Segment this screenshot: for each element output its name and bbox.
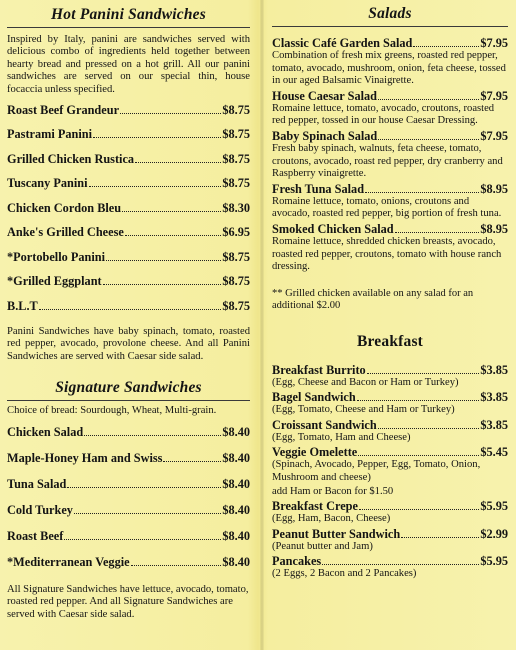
dot-leader	[84, 435, 221, 436]
breakfast-item	[272, 445, 508, 459]
item-price: $2.99	[480, 526, 508, 541]
item-name: Bagel Sandwich	[272, 390, 356, 405]
salad-entry	[272, 89, 508, 128]
panini-item	[7, 98, 250, 123]
item-price: $8.75	[222, 298, 250, 313]
signature-item	[7, 446, 250, 472]
item-description: (Egg, Tomato, Cheese and Ham or Turkey)	[272, 404, 455, 416]
dot-leader	[378, 99, 479, 100]
panini-item	[7, 221, 250, 246]
item-name: Pancakes	[272, 554, 322, 569]
breakfast-title-text: Breakfast	[356, 332, 424, 350]
dot-leader	[131, 565, 222, 566]
breakfast-item	[272, 554, 508, 568]
item-price: $8.75	[222, 102, 250, 117]
item-name: Roast Beef Grandeur	[7, 102, 120, 117]
dot-leader	[413, 46, 479, 47]
item-price: $8.75	[222, 127, 250, 142]
item-price: $8.75	[222, 151, 250, 166]
page-fold	[260, 0, 264, 650]
dot-leader	[322, 564, 479, 565]
item-price: $8.75	[222, 249, 250, 264]
item-price: $7.95	[480, 88, 508, 103]
item-price: $8.40	[222, 477, 250, 492]
dot-leader	[103, 284, 222, 285]
item-name: Chicken Salad	[7, 425, 84, 440]
dot-leader	[74, 513, 221, 514]
breakfast-entry	[272, 418, 508, 445]
dot-leader	[89, 186, 222, 187]
item-extra: add Ham or Bacon for $1.50	[272, 485, 394, 497]
dot-leader	[378, 139, 479, 140]
signature-title-text: Signature Sandwiches	[55, 379, 202, 397]
breakfast-entry	[272, 390, 508, 417]
breakfast-item	[272, 527, 508, 541]
item-name: *Grilled Eggplant	[7, 274, 102, 289]
breakfast-item	[272, 418, 508, 432]
dot-leader	[357, 400, 480, 401]
dot-leader	[395, 232, 480, 233]
item-name: *Portobello Panini	[7, 249, 106, 264]
breakfast-entry	[272, 363, 508, 390]
dot-leader	[378, 428, 480, 429]
panini-item	[7, 147, 250, 172]
item-price: $7.95	[480, 128, 508, 143]
signature-item	[7, 524, 250, 550]
dot-leader	[64, 539, 221, 540]
dot-leader	[106, 260, 221, 261]
item-description: Romaine lettuce, tomato, avocado, croutons, roasted red pepper, tossed in our house Caesar Dressing.	[272, 102, 495, 127]
item-name: Tuscany Panini	[7, 176, 88, 191]
signature-footer: All Signature Sandwiches have lettuce, avocado, tomato, roasted red pepper. And all Signature Sandwiches are served with Caesar side salad.	[7, 583, 249, 620]
item-description: Romaine lettuce, tomato, onions, croutons and avocado, roasted red pepper, big portion of fresh tuna.	[272, 195, 502, 220]
signature-item	[7, 498, 250, 524]
dot-leader	[359, 509, 479, 510]
item-description: (Egg, Cheese and Bacon or Ham or Turkey)	[272, 376, 459, 388]
item-price: $5.95	[480, 554, 508, 569]
item-name: Anke's Grilled Cheese	[7, 225, 124, 240]
salads-note: ** Grilled chicken available on any salad for an additional $2.00	[272, 287, 474, 312]
item-name: Maple-Honey Ham and Swiss	[7, 451, 163, 466]
panini-title-text: Hot Panini Sandwiches	[51, 6, 206, 23]
item-description: (Spinach, Avocado, Pepper, Egg, Tomato, Onion, Mushroom and cheese)	[272, 459, 481, 483]
breakfast-entry	[272, 527, 508, 554]
dot-leader	[39, 309, 222, 310]
breakfast-entry	[272, 499, 508, 526]
item-name: Chicken Cordon Bleu	[7, 200, 122, 215]
salad-entry	[272, 182, 508, 221]
item-price: $6.95	[222, 225, 250, 240]
salad-entry	[272, 129, 508, 181]
breakfast-title	[272, 333, 508, 351]
item-price: $8.95	[480, 181, 508, 196]
dot-leader	[401, 537, 479, 538]
dot-leader	[367, 373, 480, 374]
item-name: Tuna Salad	[7, 477, 67, 492]
item-price: $3.85	[480, 417, 508, 432]
item-price: $7.95	[480, 36, 508, 50]
dot-leader	[120, 113, 221, 114]
panini-item	[7, 245, 250, 270]
item-description: (Egg, Tomato, Ham and Cheese)	[272, 431, 411, 443]
item-price: $8.40	[222, 529, 250, 544]
item-price: $8.40	[222, 555, 250, 570]
item-name: Fresh Tuna Salad	[272, 181, 365, 196]
salads-list	[272, 36, 508, 274]
panini-item	[7, 270, 250, 295]
item-price: $3.85	[480, 362, 508, 377]
item-name: Classic Café Garden Salad	[272, 36, 413, 50]
breakfast-item	[272, 390, 508, 404]
item-name: Roast Beef	[7, 529, 64, 544]
right-column	[272, 0, 508, 582]
signature-item	[7, 472, 250, 498]
signature-list	[7, 420, 250, 576]
signature-item	[7, 420, 250, 446]
item-description: (2 Eggs, 2 Bacon and 2 Pancakes)	[272, 568, 417, 580]
dot-leader	[163, 461, 221, 462]
dot-leader	[93, 137, 221, 138]
salads-title-text: Salads	[368, 5, 412, 22]
item-name: Peanut Butter Sandwich	[272, 526, 401, 541]
salad-item	[272, 89, 508, 103]
panini-title	[7, 6, 250, 28]
item-description: (Egg, Ham, Bacon, Cheese)	[272, 513, 391, 525]
item-name: Croissant Sandwich	[272, 417, 377, 432]
item-name: Smoked Chicken Salad	[272, 221, 394, 236]
item-name: B.L.T	[7, 298, 38, 313]
item-name: Breakfast Crepe	[272, 499, 358, 514]
item-price: $8.40	[222, 503, 250, 518]
dot-leader	[365, 192, 479, 193]
item-name: Pastrami Panini	[7, 127, 93, 142]
dot-leader	[67, 487, 221, 488]
signature-item	[7, 550, 250, 576]
panini-list	[7, 98, 250, 319]
item-name: Baby Spinach Salad	[272, 128, 378, 143]
item-price: $8.75	[222, 176, 250, 191]
salad-item	[272, 182, 508, 196]
breakfast-entry	[272, 445, 508, 498]
salad-entry	[272, 222, 508, 274]
breakfast-item	[272, 499, 508, 513]
item-description: (Peanut butter and Jam)	[272, 540, 373, 552]
left-column	[7, 0, 250, 622]
panini-item	[7, 294, 250, 319]
panini-footer: Panini Sandwiches have baby spinach, tomato, roasted red pepper, avocado, provolone cheese. And all Panini Sandwiches are served with Caesar side salad.	[7, 325, 250, 362]
item-description: Combination of fresh mix greens, roasted red pepper, tomato, avocado, mushroom, onion, feta cheese, tossed in our aged Balsamic Vinaigrette.	[272, 50, 506, 87]
dot-leader	[135, 162, 221, 163]
signature-title	[7, 379, 250, 401]
salad-item	[272, 222, 508, 236]
salad-entry	[272, 36, 508, 88]
item-description: Fresh baby spinach, walnuts, feta cheese, tomato, croutons, avocado, roast red pepper, dry cranberry and Raspberry vinaigrette.	[272, 142, 503, 180]
item-name: Grilled Chicken Rustica	[7, 151, 135, 166]
item-price: $8.40	[222, 425, 250, 440]
breakfast-list	[272, 363, 508, 581]
item-name: *Mediterranean Veggie	[7, 555, 130, 570]
dot-leader	[122, 211, 221, 212]
salads-title	[272, 5, 508, 27]
signature-intro: Choice of bread: Sourdough, Wheat, Multi-grain.	[7, 405, 217, 417]
dot-leader	[358, 455, 479, 456]
panini-item	[7, 172, 250, 197]
dot-leader	[125, 235, 222, 236]
item-price: $8.30	[222, 200, 250, 215]
item-price: $8.40	[222, 451, 250, 466]
salad-item	[272, 36, 508, 50]
panini-intro: Inspired by Italy, panini are sandwiches served with delicious combo of ingredients held together between hearty bread and pressed on a hot grill. All our panini sandwiches are served on our special thin, house focaccia unless specified.	[7, 34, 250, 95]
item-price: $8.75	[222, 274, 250, 289]
item-name: Breakfast Burrito	[272, 362, 366, 377]
panini-item	[7, 123, 250, 148]
item-name: Veggie Omelette	[272, 445, 358, 460]
item-name: House Caesar Salad	[272, 88, 377, 103]
item-price: $8.95	[480, 221, 508, 236]
item-name: Cold Turkey	[7, 503, 73, 518]
breakfast-item	[272, 363, 508, 377]
panini-item	[7, 196, 250, 221]
item-description: Romaine lettuce, shredded chicken breasts, avocado, roasted red pepper, croutons, tomato with house ranch dressing.	[272, 235, 502, 273]
item-price: $5.95	[480, 499, 508, 514]
item-price: $3.85	[480, 390, 508, 405]
salad-item	[272, 129, 508, 143]
breakfast-entry	[272, 554, 508, 581]
item-price: $5.45	[480, 445, 508, 460]
